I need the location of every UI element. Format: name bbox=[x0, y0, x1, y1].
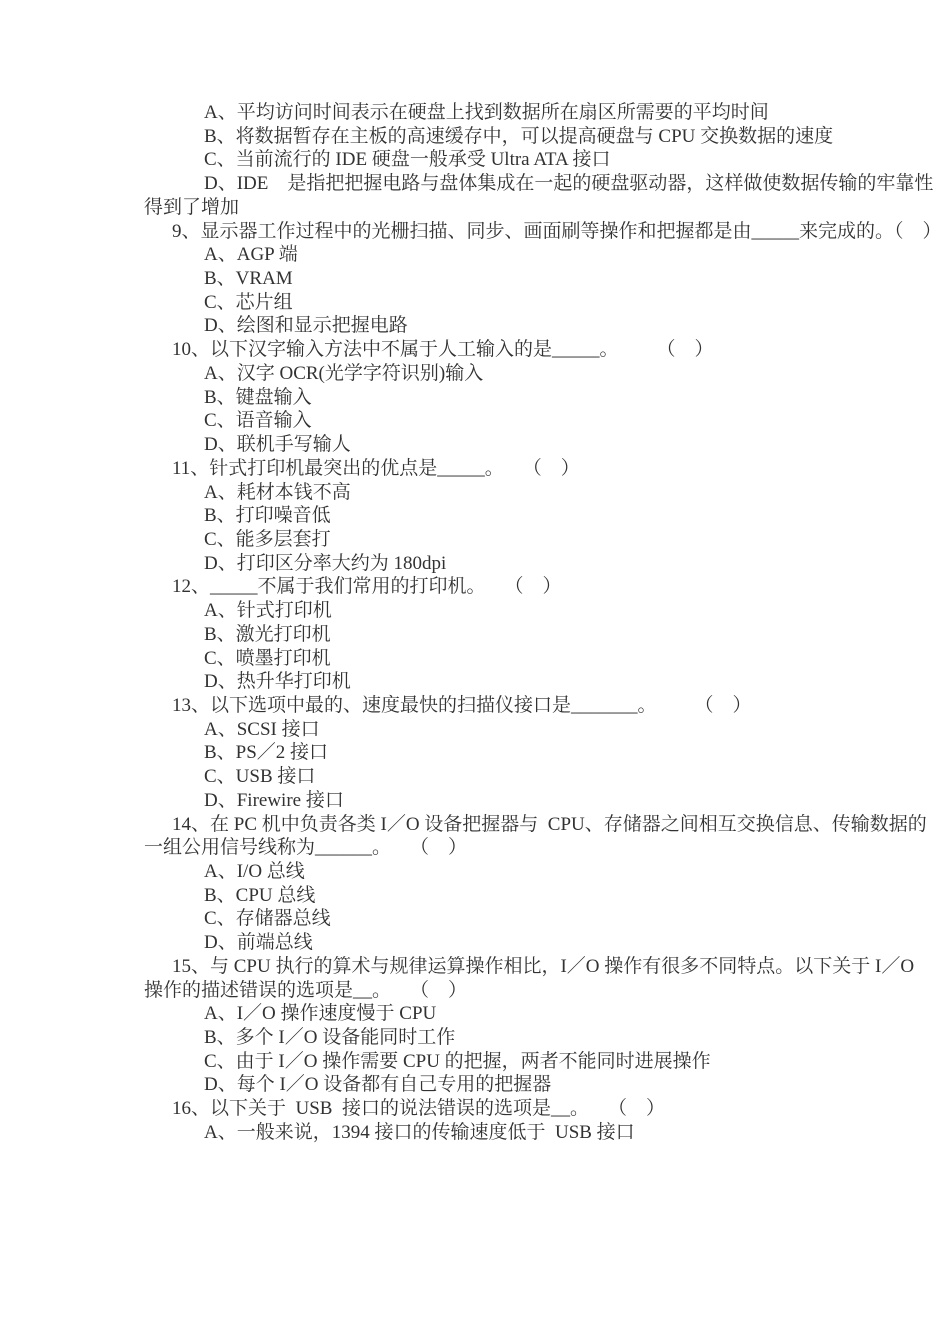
option-10-B: B、键盘输入 bbox=[204, 386, 312, 408]
option-16-A: A、一般来说，1394 接口的传输速度低于 USB 接口 bbox=[204, 1121, 635, 1143]
question-15: 15、与 CPU 执行的算术与规律运算操作相比，I／O 操作有很多不同特点。以下关于 I／O bbox=[172, 955, 915, 977]
option-11-C: C、能多层套打 bbox=[204, 528, 331, 550]
question-10: 10、以下汉字输入方法中不属于人工输入的是_____。 （ ） bbox=[172, 339, 714, 361]
option-12-A: A、针式打印机 bbox=[204, 600, 332, 622]
option-14-D: D、前端总线 bbox=[204, 932, 313, 954]
option-13-D: D、Firewire 接口 bbox=[204, 789, 344, 811]
option-13-B: B、PS／2 接口 bbox=[204, 742, 329, 764]
option-11-A: A、耗材本钱不高 bbox=[204, 481, 351, 503]
option-13-A: A、SCSI 接口 bbox=[204, 718, 320, 740]
option-8-B: B、将数据暂存在主板的高速缓存中，可以提高硬盘与 CPU 交换数据的速度 bbox=[204, 125, 834, 147]
option-10-C: C、语音输入 bbox=[204, 410, 312, 432]
option-9-B: B、VRAM bbox=[204, 268, 293, 290]
option-15-A: A、I／O 操作速度慢于 CPU bbox=[204, 1003, 437, 1025]
option-8-C: C、当前流行的 IDE 硬盘一般承受 Ultra ATA 接口 bbox=[204, 149, 611, 171]
option-13-C: C、USB 接口 bbox=[204, 766, 316, 788]
option-15-C: C、由于 I／O 操作需要 CPU 的把握，两者不能同时进展操作 bbox=[204, 1050, 711, 1072]
question-14-cont: 一组公用信号线称为______。 （ ） bbox=[144, 837, 468, 859]
question-12: 12、_____不属于我们常用的打印机。 （ ） bbox=[172, 576, 562, 598]
option-8-A: A、平均访问时间表示在硬盘上找到数据所在扇区所需要的平均时间 bbox=[204, 102, 769, 123]
option-8-D: D、IDE 是指把把握电路与盘体集成在一起的硬盘驱动器，这样做使数据传输的牢靠性 bbox=[204, 173, 934, 195]
question-16: 16、以下关于 USB 接口的说法错误的选项是__。 （ ） bbox=[172, 1098, 665, 1120]
option-12-C: C、喷墨打印机 bbox=[204, 647, 331, 669]
option-10-A: A、汉字 OCR(光学字符识别)输入 bbox=[204, 362, 484, 384]
question-14: 14、在 PC 机中负责各类 I／O 设备把握器与 CPU、存储器之间相互交换信息、传输数据的 bbox=[172, 813, 927, 835]
option-14-B: B、CPU 总线 bbox=[204, 884, 316, 906]
option-15-D: D、每个 I／O 设备都有自己专用的把握器 bbox=[204, 1074, 552, 1096]
option-11-D: D、打印区分率大约为 180dpi bbox=[204, 552, 447, 574]
option-10-D: D、联机手写输人 bbox=[204, 434, 351, 456]
option-9-D: D、绘图和显示把握电路 bbox=[204, 315, 408, 337]
question-15-cont: 操作的描述错误的选项是__。 （ ） bbox=[144, 979, 468, 1001]
option-14-A: A、I/O 总线 bbox=[204, 861, 305, 882]
question-9: 9、显示器工作过程中的光栅扫描、同步、画面刷等操作和把握都是由_____来完成的。（ ） bbox=[172, 220, 942, 242]
question-11: 11、针式打印机最突出的优点是_____。 （ ） bbox=[172, 457, 580, 479]
question-13: 13、以下选项中最的、速度最快的扫描仪接口是_______。 （ ） bbox=[172, 694, 752, 716]
option-11-B: B、打印噪音低 bbox=[204, 505, 331, 527]
option-12-B: B、激光打印机 bbox=[204, 623, 331, 645]
option-8-D-cont: 得到了增加 bbox=[144, 196, 240, 218]
option-15-B: B、多个 I／O 设备能同时工作 bbox=[204, 1027, 456, 1049]
option-14-C: C、存储器总线 bbox=[204, 908, 331, 930]
option-9-C: C、芯片组 bbox=[204, 291, 293, 313]
option-12-D: D、热升华打印机 bbox=[204, 671, 351, 693]
option-9-A: A、AGP 端 bbox=[204, 244, 298, 266]
